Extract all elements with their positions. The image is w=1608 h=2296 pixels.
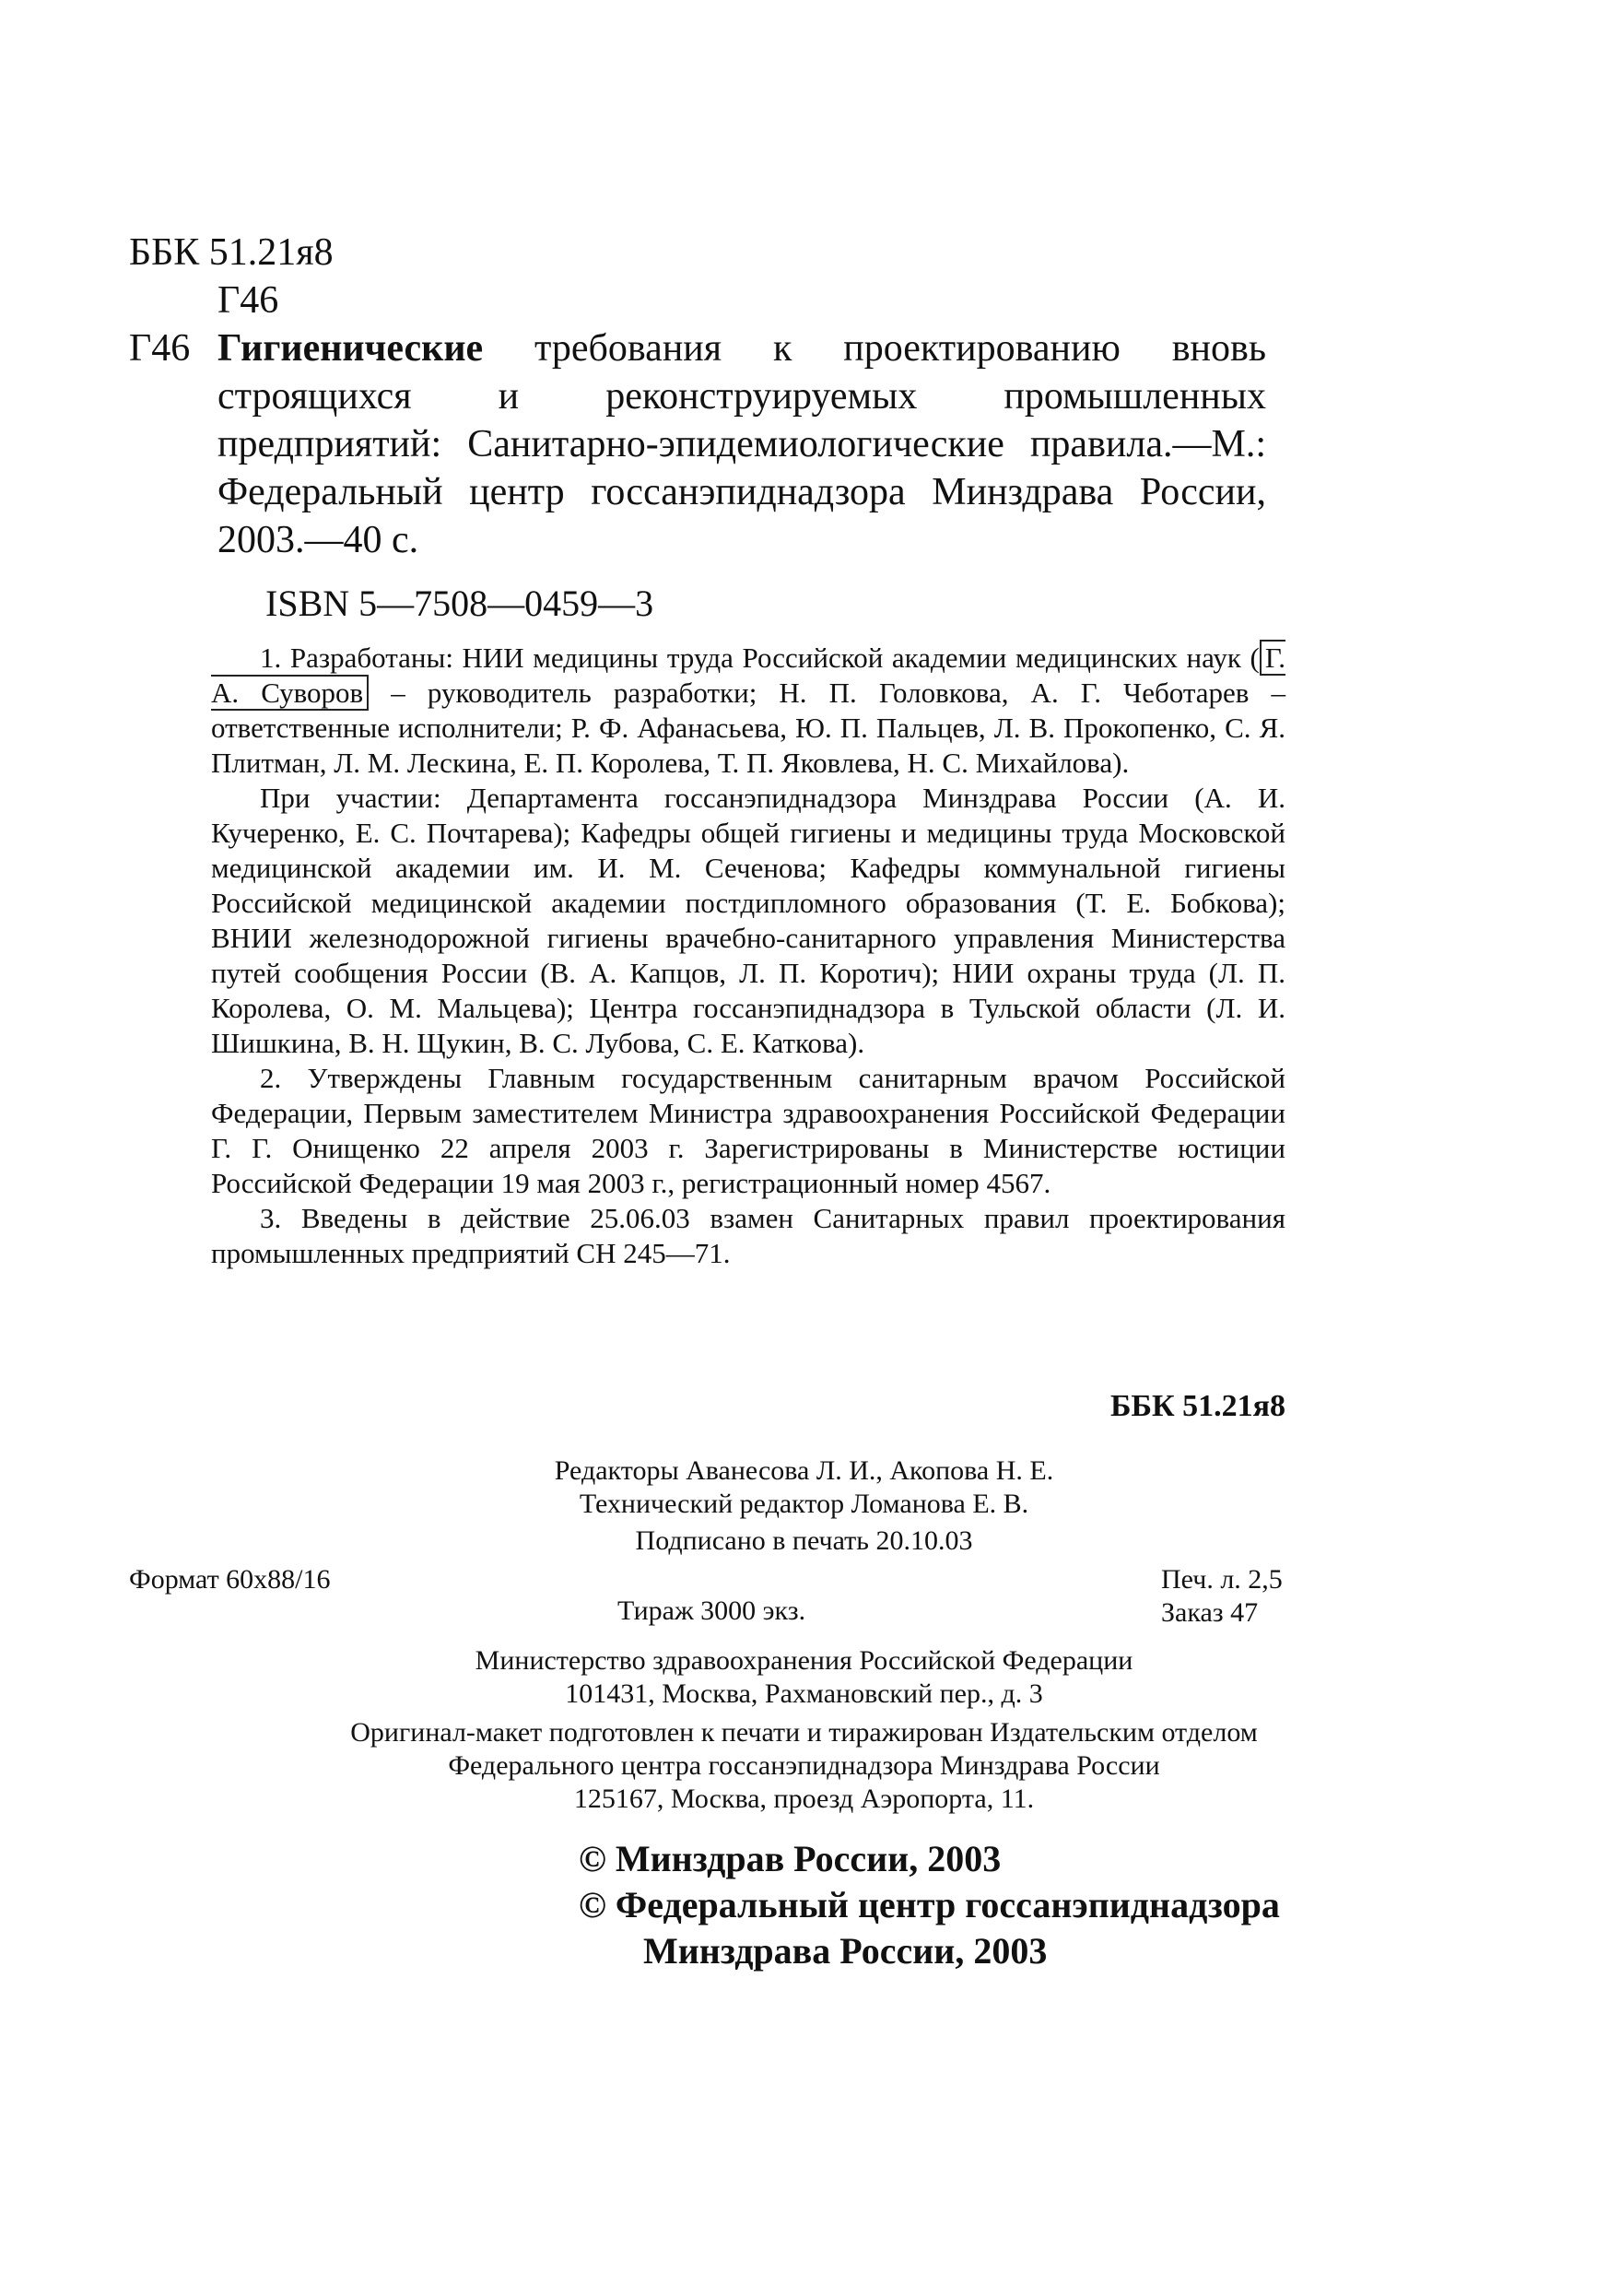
- maker-line-3: 125167, Москва, проезд Аэропорта, 11.: [573, 1784, 1035, 1814]
- editors-block: [0, 1454, 1608, 1521]
- publisher-block: [0, 1644, 1608, 1711]
- editors: Редакторы Аванесова Л. И., Акопова Н. Е.: [554, 1455, 1054, 1486]
- boxed-name: Г. А. Суворов: [211, 642, 1285, 709]
- printer-block: [0, 1716, 1608, 1816]
- print-details: [1161, 1563, 1283, 1630]
- paragraph-developers: [211, 641, 1285, 781]
- printed-sheets: Печ. л. 2,5: [1161, 1564, 1283, 1595]
- bbk-code: ББК 51.21я8: [129, 231, 334, 274]
- copyright-block: [579, 1836, 1280, 1974]
- author-sign-left: Г46: [129, 327, 191, 370]
- p1-before: 1. Разработаны: НИИ медицины труда Российской академии медицинских наук (: [260, 642, 1260, 674]
- title-bold: Гигиенические: [217, 327, 484, 370]
- bbk-code-bottom: ББК 51.21я8: [1109, 1389, 1285, 1423]
- title-rest: требования к проектированию вновь строящихся и реконструируемых промышленных предприятий: Санитарно-эпидемиологические правила.—М.: Федеральный центр госсанэпиднадзора Минздрава России, 2003.—40 с.: [217, 327, 1266, 561]
- copyright-line-3: Минздрава России, 2003: [643, 1930, 1048, 1972]
- p1-after: – руководитель разработки; Н. П. Головкова, А. Г. Чеботарев – ответственные исполнители; Р. Ф. Афанасьева, Ю. П. Пальцев, Л. В. Прокопенко, С. Я. Плитман, Л. М. Лескина, Е. П. Королева, Т. П. Яковлева, Н. С. Михайлова).: [211, 677, 1285, 779]
- tech-editor: Технический редактор Ломанова Е. В.: [579, 1489, 1029, 1519]
- bibliographic-description: [217, 324, 1266, 564]
- signed-to-print: Подписано в печать 20.10.03: [635, 1525, 973, 1556]
- print-run: Тираж 3000 экз.: [617, 1595, 806, 1626]
- isbn: ISBN 5—7508—0459—3: [265, 583, 654, 624]
- paragraph-enacted: 3. Введены в действие 25.06.03 взамен Санитарных правил проектирования промышленных предприятий СН 245—71.: [211, 1202, 1285, 1269]
- maker-line-1: Оригинал-макет подготовлен к печати и тиражирован Издательским отделом: [350, 1717, 1258, 1748]
- copyright-line-2: © Федеральный центр госсанэпиднадзора: [579, 1884, 1280, 1925]
- body-text: [211, 641, 1285, 1271]
- ministry: Министерство здравоохранения Российской Федерации: [475, 1645, 1133, 1676]
- order-number: Заказ 47: [1161, 1597, 1259, 1628]
- copyright-line-1: © Минздрав России, 2003: [579, 1838, 1002, 1879]
- ministry-address: 101431, Москва, Рахмановский пер., д. 3: [565, 1678, 1043, 1709]
- format: Формат 60x88/16: [129, 1564, 331, 1595]
- author-sign-top: Г46: [217, 279, 279, 322]
- paragraph-participants: При участии: Департамента госсанэпиднадзора Минздрава России (А. И. Кучеренко, Е. С. Почтарева); Кафедры общей гигиены и медицины труда Московской медицинской академии им. И. М. Сеченова; Кафедры коммунальной гигиены Российской медицинской академии постдипломного образования (Т. Е. Бобкова); ВНИИ железнодорожной гигиены врачебно-санитарного управления Министерства путей сообщения России (В. А. Капцов, Л. П. Коротич); НИИ охраны труда (Л. П. Королева, О. М. Мальцева); Центра госсанэпиднадзора в Тульской области (Л. И. Шишкина, В. Н. Щукин, В. С. Лубова, С. Е. Каткова).: [211, 782, 1285, 1059]
- paragraph-approved: 2. Утверждены Главным государственным санитарным врачом Российской Федерации, Первым заместителем Министра здравоохранения Российской Федерации Г. Г. Онищенко 22 апреля 2003 г. Зарегистрированы в Министерстве юстиции Российской Федерации 19 мая 2003 г., регистрационный номер 4567.: [211, 1062, 1285, 1199]
- maker-line-2: Федерального центра госсанэпиднадзора Минздрава России: [448, 1750, 1160, 1781]
